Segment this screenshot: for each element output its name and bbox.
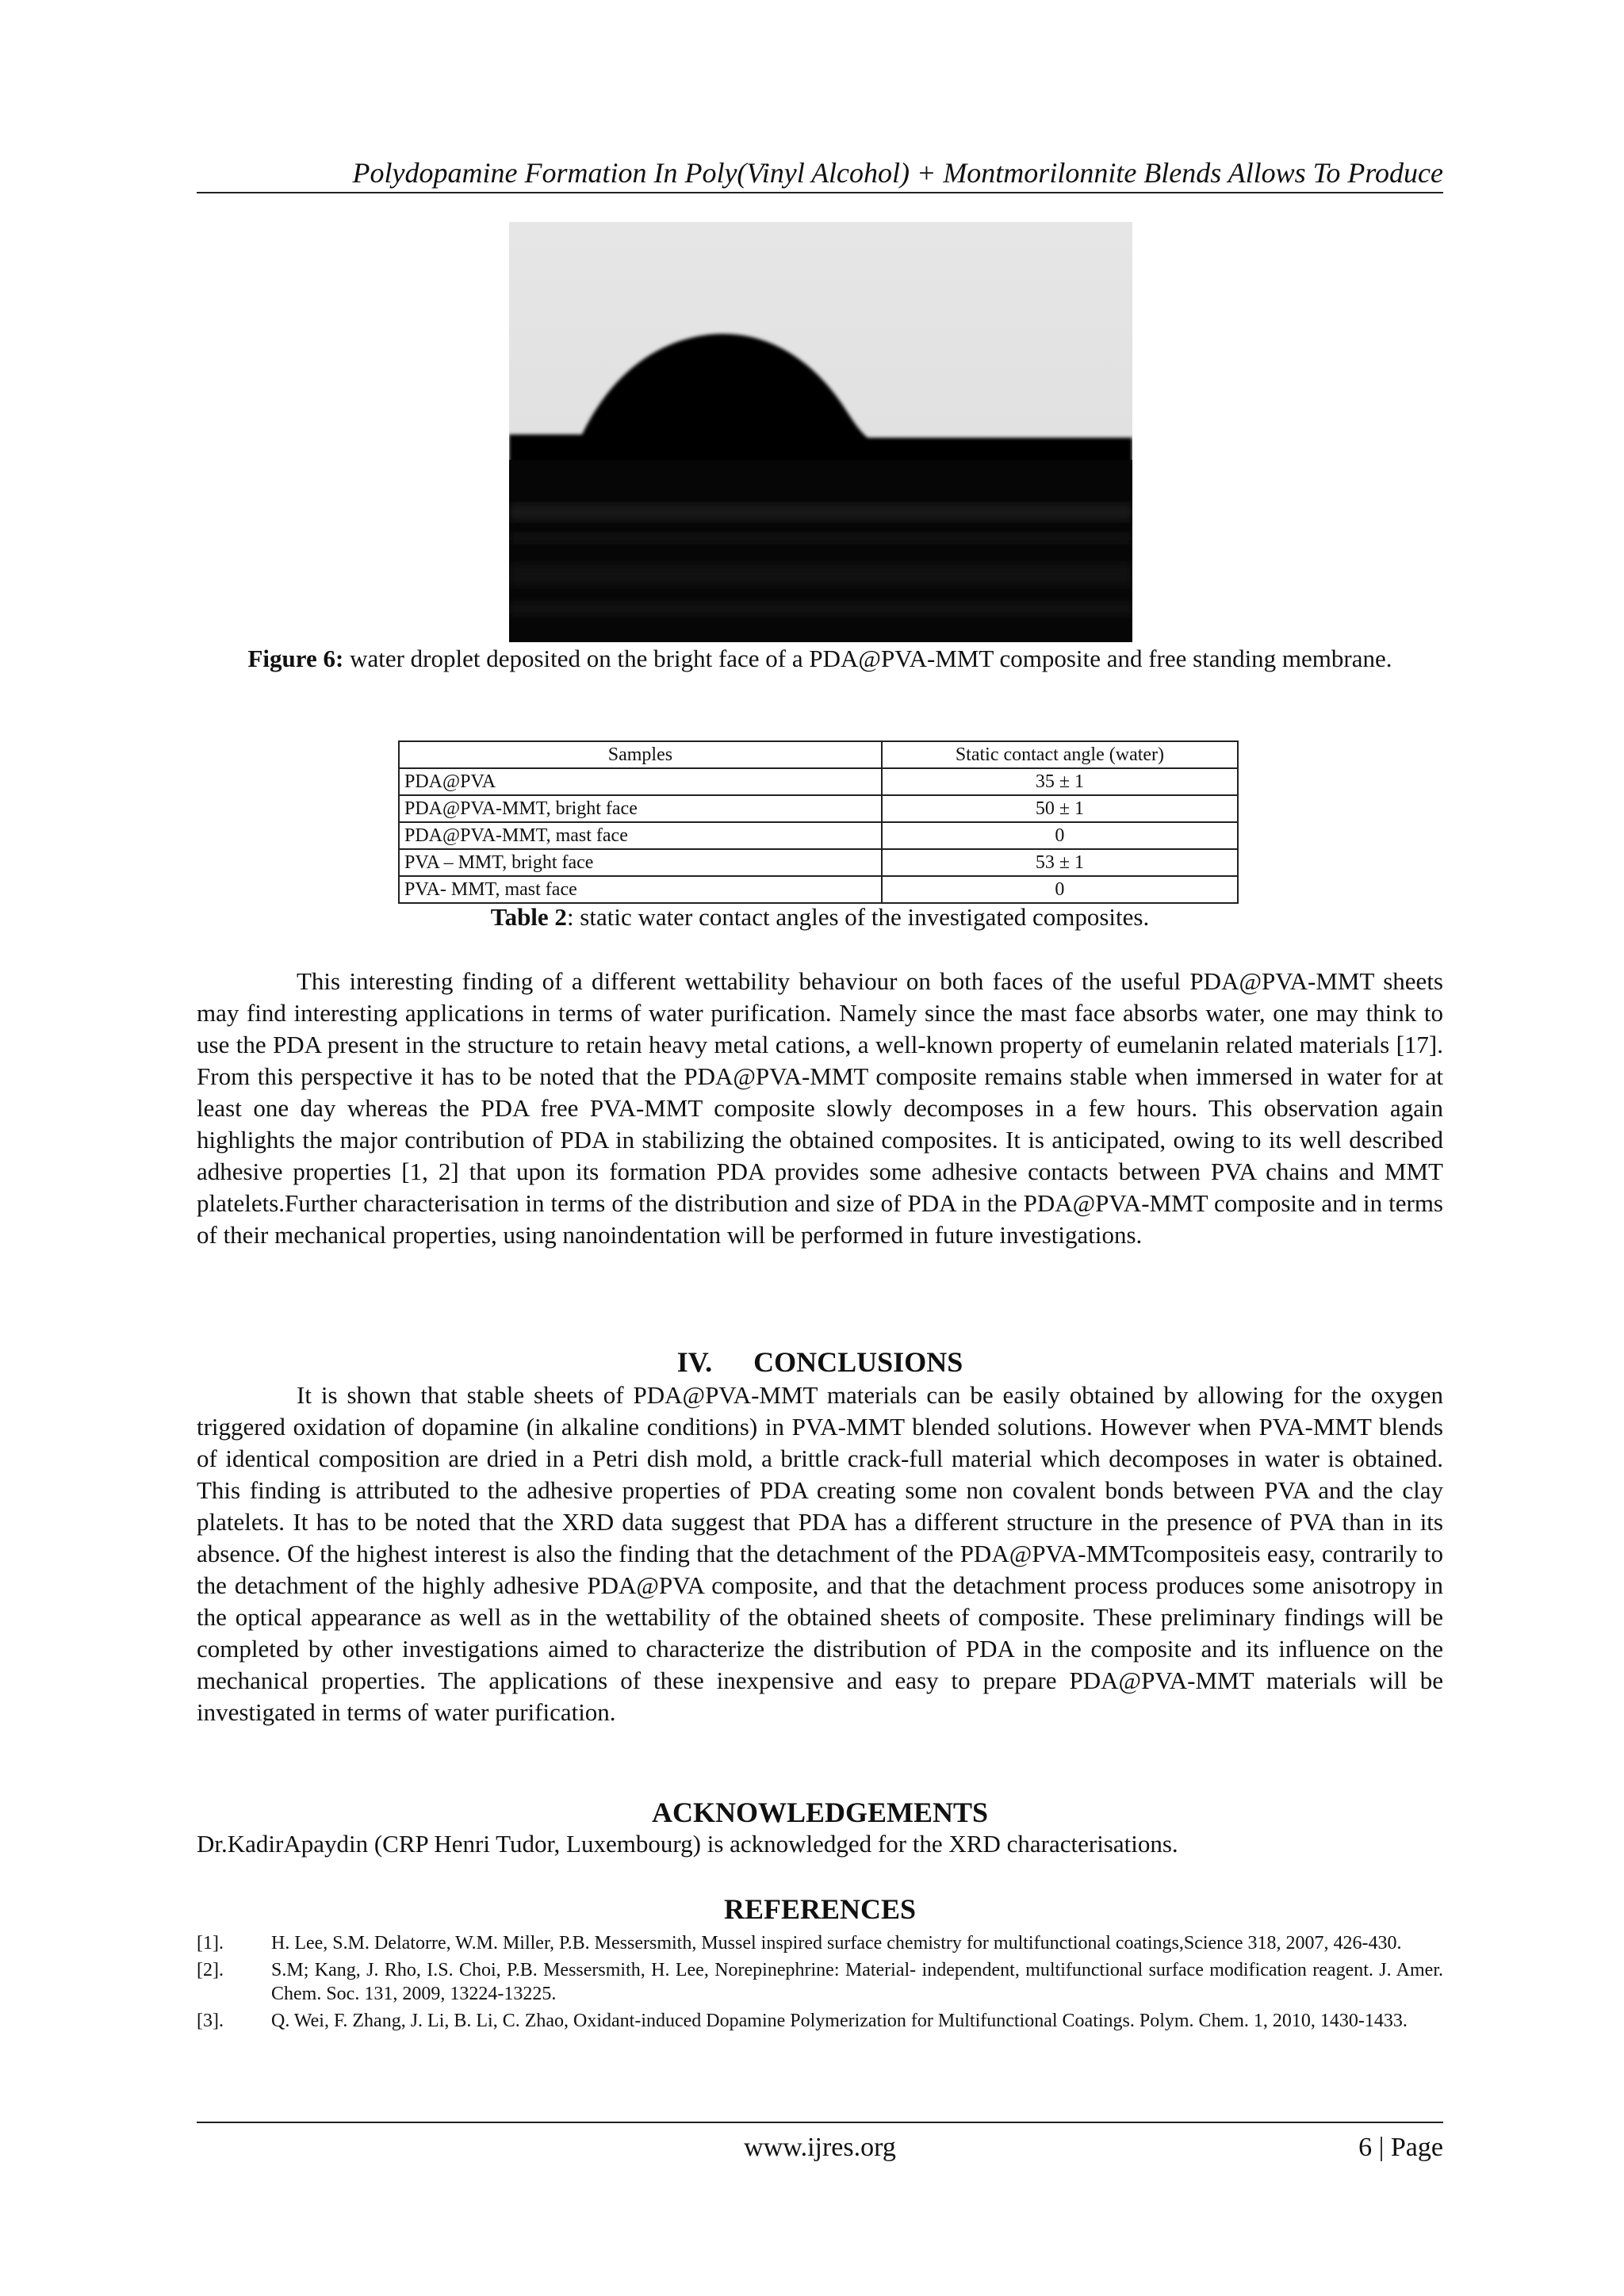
table-caption-text: : static water contact angles of the investigated composites. bbox=[566, 903, 1150, 931]
table-cell: PVA- MMT, mast face bbox=[399, 876, 882, 903]
reference-item bbox=[197, 1958, 1443, 2006]
table-cell: 0 bbox=[882, 822, 1238, 849]
table-row bbox=[399, 876, 1238, 903]
reference-list bbox=[197, 1931, 1443, 2036]
footer-rule bbox=[197, 2122, 1443, 2123]
table-caption bbox=[197, 902, 1443, 932]
reference-text: H. Lee, S.M. Delatorre, W.M. Miller, P.B. Messersmith, Mussel inspired surface chemistry for multifunctional coatings,Science 318, 2007, 426-430. bbox=[271, 1933, 1402, 1954]
section-title: CONCLUSIONS bbox=[753, 1346, 963, 1378]
contact-angle-table bbox=[398, 740, 1239, 904]
body-paragraph: This interesting finding of a different wettability behaviour on both faces of the useful PDA@PVA-MMT sheets may find interesting applications in terms of water purification. Namely since the mast face absorbs water, one may think to use the PDA present in the structure to retain heavy metal cations, a well-known property of eumelanin related materials [17]. From this perspective it has to be noted that the PDA@PVA-MMT composite remains stable when immersed in water for at least one day whereas the PDA free PVA-MMT composite slowly decomposes in a few hours. This observation again highlights the major contribution of PDA in stabilizing the obtained composites. It is anticipated, owing to its well described adhesive properties [1, 2] that upon its formation PDA provides some adhesive contacts between PVA chains and MMT platelets.Further characterisation in terms of the distribution and size of PDA in the PDA@PVA-MMT composite and in terms of their mechanical properties, using nanoindentation will be performed in future investigations. bbox=[197, 967, 1443, 1249]
table-cell: 53 ± 1 bbox=[882, 849, 1238, 876]
running-title: Polydopamine Formation In Poly(Vinyl Alcohol) + Montmorilonnite Blends Allows To Produce bbox=[352, 157, 1443, 189]
figure-caption bbox=[197, 644, 1443, 674]
acknowledgements-text: Dr.KadirApaydin (CRP Henri Tudor, Luxembourg) is acknowledged for the XRD characterisations. bbox=[197, 1830, 1178, 1858]
figure-label: Figure 6: bbox=[247, 645, 344, 672]
table-row bbox=[399, 849, 1238, 876]
section-number: IV. bbox=[676, 1346, 713, 1378]
reference-number: [2]. bbox=[197, 1960, 224, 1980]
conclusions-body bbox=[197, 1380, 1443, 1728]
table-label: Table 2 bbox=[490, 903, 567, 931]
droplet-photo bbox=[509, 222, 1132, 642]
reference-text: Q. Wei, F. Zhang, J. Li, B. Li, C. Zhao, Oxidant-induced Dopamine Polymerization for Multifunctional Coatings. Polym. Chem. 1, 2010, 1430-1433. bbox=[271, 2011, 1408, 2031]
figure-caption-text: water droplet deposited on the bright face of a PDA@PVA-MMT composite and free standing membrane. bbox=[343, 645, 1392, 672]
body-paragraph: It is shown that stable sheets of PDA@PVA-MMT materials can be easily obtained by allowing for the oxygen triggered oxidation of dopamine (in alkaline conditions) in PVA-MMT blended solutions. However when PVA-MMT blends of identical composition are dried in a Petri dish mold, a brittle crack-full material which decomposes in water is obtained. This finding is attributed to the adhesive properties of PDA creating some non covalent bonds between PVA and the clay platelets. It has to be noted that the XRD data suggest that PDA has a different structure in the presence of PVA than in its absence. Of the highest interest is also the finding that the detachment of the PDA@PVA-MMTcompositeis easy, contrarily to the detachment of the highly adhesive PDA@PVA composite, and that the detachment process produces some anisotropy in the optical appearance as well as in the wettability of the obtained sheets of composite. These preliminary findings will be completed by other investigations aimed to characterize the distribution of PDA in the composite and its influence on the mechanical properties. The applications of these inexpensive and easy to prepare PDA@PVA-MMT materials will be investigated in terms of water purification. bbox=[197, 1381, 1443, 1726]
reference-text: S.M; Kang, J. Rho, I.S. Choi, P.B. Messersmith, H. Lee, Norepinephrine: Material- independent, multifunctional surface modification reagent. J. Amer. Chem. Soc. 131, 2009, 13224-13225. bbox=[271, 1960, 1443, 2004]
results-discussion bbox=[197, 966, 1443, 1251]
table-header-row bbox=[399, 741, 1238, 768]
header-rule bbox=[197, 192, 1443, 193]
table-cell: 35 ± 1 bbox=[882, 768, 1238, 795]
table-cell: PDA@PVA bbox=[399, 768, 882, 795]
table-cell: 0 bbox=[882, 876, 1238, 903]
reference-number: [3]. bbox=[197, 2011, 224, 2031]
acknowledgements-heading: ACKNOWLEDGEMENTS bbox=[651, 1797, 989, 1828]
reference-item bbox=[197, 1931, 1443, 1955]
table-cell: PVA – MMT, bright face bbox=[399, 849, 882, 876]
page-number: 6 | Page bbox=[1358, 2133, 1443, 2162]
reference-item bbox=[197, 2009, 1443, 2033]
reference-number: [1]. bbox=[197, 1933, 224, 1954]
column-header: Static contact angle (water) bbox=[882, 741, 1238, 768]
table-row bbox=[399, 822, 1238, 849]
table-cell: PDA@PVA-MMT, bright face bbox=[399, 795, 882, 822]
table-cell: PDA@PVA-MMT, mast face bbox=[399, 822, 882, 849]
journal-website: www.ijres.org bbox=[744, 2133, 896, 2162]
table-cell: 50 ± 1 bbox=[882, 795, 1238, 822]
references-heading: REFERENCES bbox=[723, 1893, 917, 1925]
column-header: Samples bbox=[399, 741, 882, 768]
table-row bbox=[399, 768, 1238, 795]
table-row bbox=[399, 795, 1238, 822]
conclusions-heading bbox=[197, 1345, 1443, 1380]
